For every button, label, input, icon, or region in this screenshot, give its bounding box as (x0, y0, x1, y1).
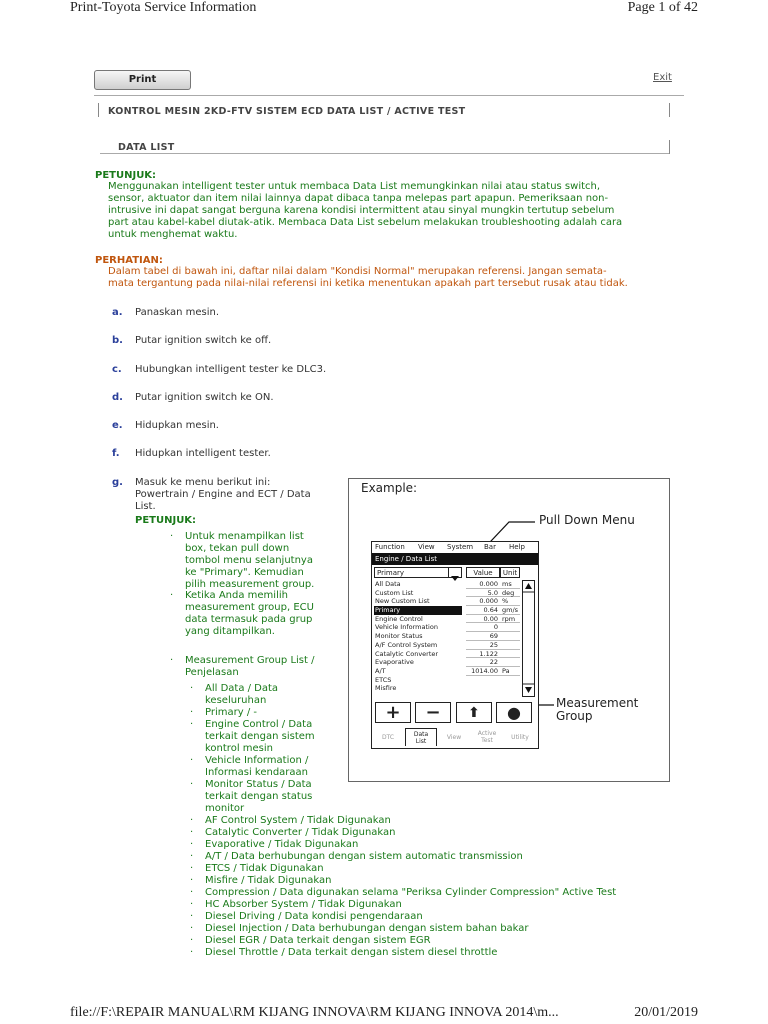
list-item: · ETCS / Tidak Digunakan (190, 863, 324, 874)
step-hint-label: PETUNJUK: (135, 515, 197, 526)
callout-pulldown: Pull Down Menu (539, 513, 635, 527)
page-header-title: Print-Toyota Service Information (70, 0, 257, 15)
list-item: · A/T / Data berhubungan dengan sistem automatic transmission (190, 851, 523, 862)
list-item[interactable]: Misfire (375, 684, 397, 693)
list-item: · Evaporative / Tidak Digunakan (190, 839, 359, 850)
bullet-dot: · (170, 531, 174, 542)
value-column-header: Value (466, 567, 500, 578)
chevron-down-icon[interactable] (448, 567, 462, 578)
callout-measurement-group: Measurement Group (556, 696, 639, 723)
menu-item[interactable]: Help (509, 543, 525, 551)
group-list (374, 580, 462, 693)
exit-link[interactable]: Exit (653, 72, 672, 83)
bullet-text: Measurement Group List / Penjelasan (185, 655, 315, 678)
example-title: Example: (361, 481, 418, 495)
list-item[interactable]: Engine Control (375, 614, 423, 623)
caution-label: PERHATIAN: (95, 255, 163, 266)
bullet-text: Untuk menampilkan list box, tekan pull down tombol menu selanjutnya ke "Primary". Kemudian pilih measurement group. (185, 531, 315, 590)
list-item[interactable]: ETCS (375, 675, 392, 684)
list-item[interactable]: Catalytic Converter (375, 649, 439, 658)
tab-active-test[interactable]: Active Test (477, 730, 497, 744)
unit-column-header: Unit (500, 567, 520, 578)
hint-label: PETUNJUK: (95, 170, 157, 181)
menu-item[interactable]: System (447, 543, 474, 551)
hint-text: Menggunakan intelligent tester untuk membaca Data List memungkinkan nilai atau status switch, sensor, aktuator dan item nilai lainnya dapat dibaca tanpa melepas part apapun. Pemeriksaan non- intrusive ini dapat sangat berguna karena kondisi intermittent atau sinyal mungkin tertutup sebelum part atau kabel-kabel diutak-atik. Membaca Data List sebelum melakukan troubleshooting adalah cara untuk menghemat waktu. (108, 181, 623, 240)
step-letter: d. (112, 392, 123, 403)
step-text: Hubungkan intelligent tester ke DLC3. (135, 364, 327, 375)
scroll-up-icon (525, 583, 532, 589)
list-item-selected[interactable]: Primary (374, 606, 462, 615)
list-item[interactable]: A/F Control System (375, 640, 438, 649)
caution-text: Dalam tabel di bawah ini, daftar nilai dalam "Kondisi Normal" merupakan referensi. Jangan semata- mata tergantung pada nilai-nilai referensi ini ketika menentukan apakah part tersebut rusak atau tidak. (108, 266, 628, 289)
divider (94, 95, 684, 96)
list-item: · All Data / Data keseluruhan (190, 683, 279, 706)
divider (100, 153, 670, 154)
example-figure (348, 478, 670, 782)
list-item: · Diesel Injection / Data berhubungan dengan sistem bahan bakar (190, 923, 529, 934)
scrollbar[interactable] (522, 580, 535, 697)
list-item: · Vehicle Information / Informasi kendaraan (190, 755, 309, 778)
bullet-dot: · (170, 590, 174, 601)
tab-utility[interactable]: Utility (511, 734, 529, 741)
list-item[interactable]: Evaporative (375, 658, 414, 667)
up-button[interactable]: ⬆ (456, 702, 492, 723)
menu-item[interactable]: Bar (484, 543, 496, 551)
menu-item[interactable]: View (418, 543, 435, 551)
list-item: · Engine Control / Data terkait dengan sistem kontrol mesin (190, 719, 315, 754)
record-button[interactable]: ● (496, 702, 532, 723)
file-path: file://F:\REPAIR MANUAL\RM KIJANG INNOVA\RM KIJANG INNOVA 2014\m... (70, 1005, 559, 1020)
step-text: Panaskan mesin. (135, 307, 220, 318)
list-item[interactable]: Vehicle Information (375, 623, 438, 632)
divider (669, 140, 670, 154)
add-button[interactable]: + (375, 702, 411, 723)
tester-screen (371, 541, 539, 749)
step-letter: f. (112, 448, 120, 459)
list-item: · Misfire / Tidak Digunakan (190, 875, 332, 886)
list-item[interactable]: Monitor Status (375, 632, 423, 641)
bullet-dot: · (170, 655, 174, 666)
list-item: · Diesel EGR / Data terkait dengan sistem EGR (190, 935, 431, 946)
divider (98, 103, 99, 117)
step-text: Putar ignition switch ke off. (135, 335, 272, 346)
step-letter: e. (112, 420, 123, 431)
list-item: · Diesel Driving / Data kondisi pengendaraan (190, 911, 423, 922)
bullet-text: Ketika Anda memilih measurement group, ECU data termasuk pada grup yang ditampilkan. (185, 590, 314, 637)
step-letter: c. (112, 364, 122, 375)
tester-title: Engine / Data List (372, 553, 538, 565)
remove-button[interactable]: − (415, 702, 451, 723)
scroll-down-icon (525, 687, 532, 693)
print-button[interactable]: Print (94, 70, 191, 90)
breadcrumb: KONTROL MESIN 2KD-FTV SISTEM ECD DATA LIST / ACTIVE TEST (108, 106, 466, 117)
list-item: · HC Absorber System / Tidak Digunakan (190, 899, 402, 910)
list-item: · Compression / Data digunakan selama "Periksa Cylinder Compression" Active Test (190, 887, 617, 898)
list-item: · Primary / - (190, 707, 257, 718)
tab-data-list[interactable]: Data List (405, 728, 437, 746)
section-title: DATA LIST (118, 142, 175, 153)
step-letter: g. (112, 477, 123, 488)
list-item: · Diesel Throttle / Data terkait dengan sistem diesel throttle (190, 947, 498, 958)
tab-view[interactable]: View (446, 734, 462, 741)
step-text: Hidupkan mesin. (135, 420, 219, 431)
divider (669, 103, 670, 117)
step-text: Putar ignition switch ke ON. (135, 392, 274, 403)
list-item[interactable]: Custom List (375, 588, 414, 597)
step-letter: a. (112, 307, 123, 318)
list-item[interactable]: New Custom List (375, 597, 430, 606)
measurement-group-dropdown[interactable]: Primary (374, 567, 462, 578)
list-item: · Catalytic Converter / Tidak Digunakan (190, 827, 396, 838)
step-text: Masuk ke menu berikut ini: Powertrain / Engine and ECT / Data List. (135, 477, 311, 512)
tab-dtc[interactable]: DTC (381, 734, 395, 741)
step-letter: b. (112, 335, 123, 346)
menu-item[interactable]: Function (375, 543, 405, 551)
value-column: 0.000 5.0 0.000 0.64 0.00 0 69 25 1.122 22 1014.00 (466, 580, 500, 676)
page-number: Page 1 of 42 (627, 0, 698, 15)
step-text: Hidupkan intelligent tester. (135, 448, 271, 459)
print-date: 20/01/2019 (634, 1005, 698, 1020)
list-item[interactable]: All Data (375, 580, 401, 588)
unit-column: ms deg % gm/s rpm Pa (502, 580, 519, 675)
list-item[interactable]: A/T (375, 666, 386, 675)
list-item: · Monitor Status / Data terkait dengan status monitor (190, 779, 313, 814)
tester-menu-bar (372, 542, 538, 553)
list-item: · AF Control System / Tidak Digunakan (190, 815, 391, 826)
